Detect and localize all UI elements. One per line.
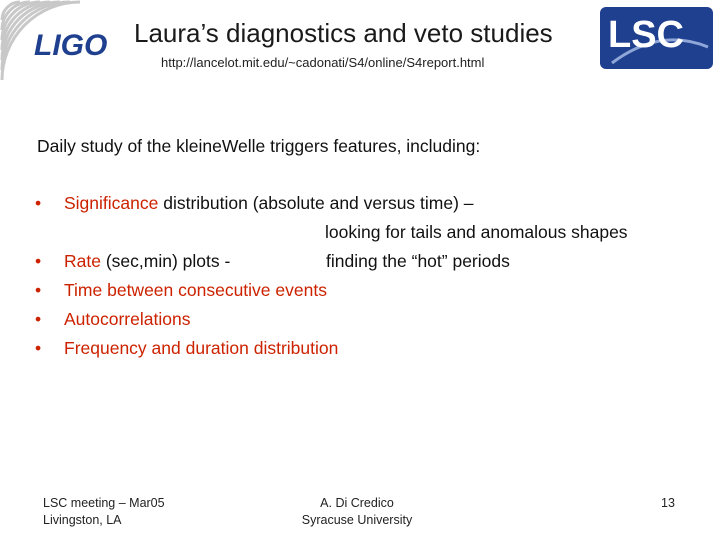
bullet-extra-text: finding the “hot” periods: [326, 251, 510, 271]
footer-meeting: LSC meeting – Mar05: [43, 496, 165, 510]
bullet-highlight: Autocorrelations: [64, 309, 191, 329]
bullet-highlight: Rate: [64, 251, 101, 271]
bullet-continuation: looking for tails and anomalous shapes: [325, 222, 628, 242]
slide-title: Laura’s diagnostics and veto studies: [134, 18, 553, 48]
bullet-dot: •: [35, 338, 42, 358]
footer-meeting-info: [43, 495, 165, 529]
footer-affiliation: Syracuse University: [301, 513, 413, 527]
footer-location: Livingston, LA: [43, 513, 122, 527]
ligo-logo: [0, 0, 120, 84]
bullet-highlight: Frequency and duration distribution: [64, 338, 339, 358]
page-number: 13: [661, 496, 675, 510]
bullet-dot: •: [35, 280, 42, 300]
bullet-text: (sec,min) plots -: [100, 251, 231, 271]
bullet-highlight: Time between consecutive events: [64, 280, 327, 300]
bullet-dot: •: [35, 309, 42, 329]
bullet-dot: •: [35, 193, 42, 213]
intro-text: Daily study of the kleineWelle triggers features, including:: [37, 136, 481, 156]
bullet-text: distribution (absolute and versus time) –: [158, 193, 474, 213]
report-url: http://lancelot.mit.edu/~cadonati/S4/online/S4report.html: [161, 55, 485, 70]
footer-author: A. Di Credico: [320, 496, 394, 510]
lsc-logo-text: LSC: [608, 14, 684, 56]
bullet-dot: •: [35, 251, 42, 271]
bullet-highlight: Significance: [64, 193, 159, 213]
lsc-logo: [600, 7, 713, 69]
footer-author-info: [294, 495, 420, 529]
ligo-logo-text: LIGO: [34, 29, 108, 62]
